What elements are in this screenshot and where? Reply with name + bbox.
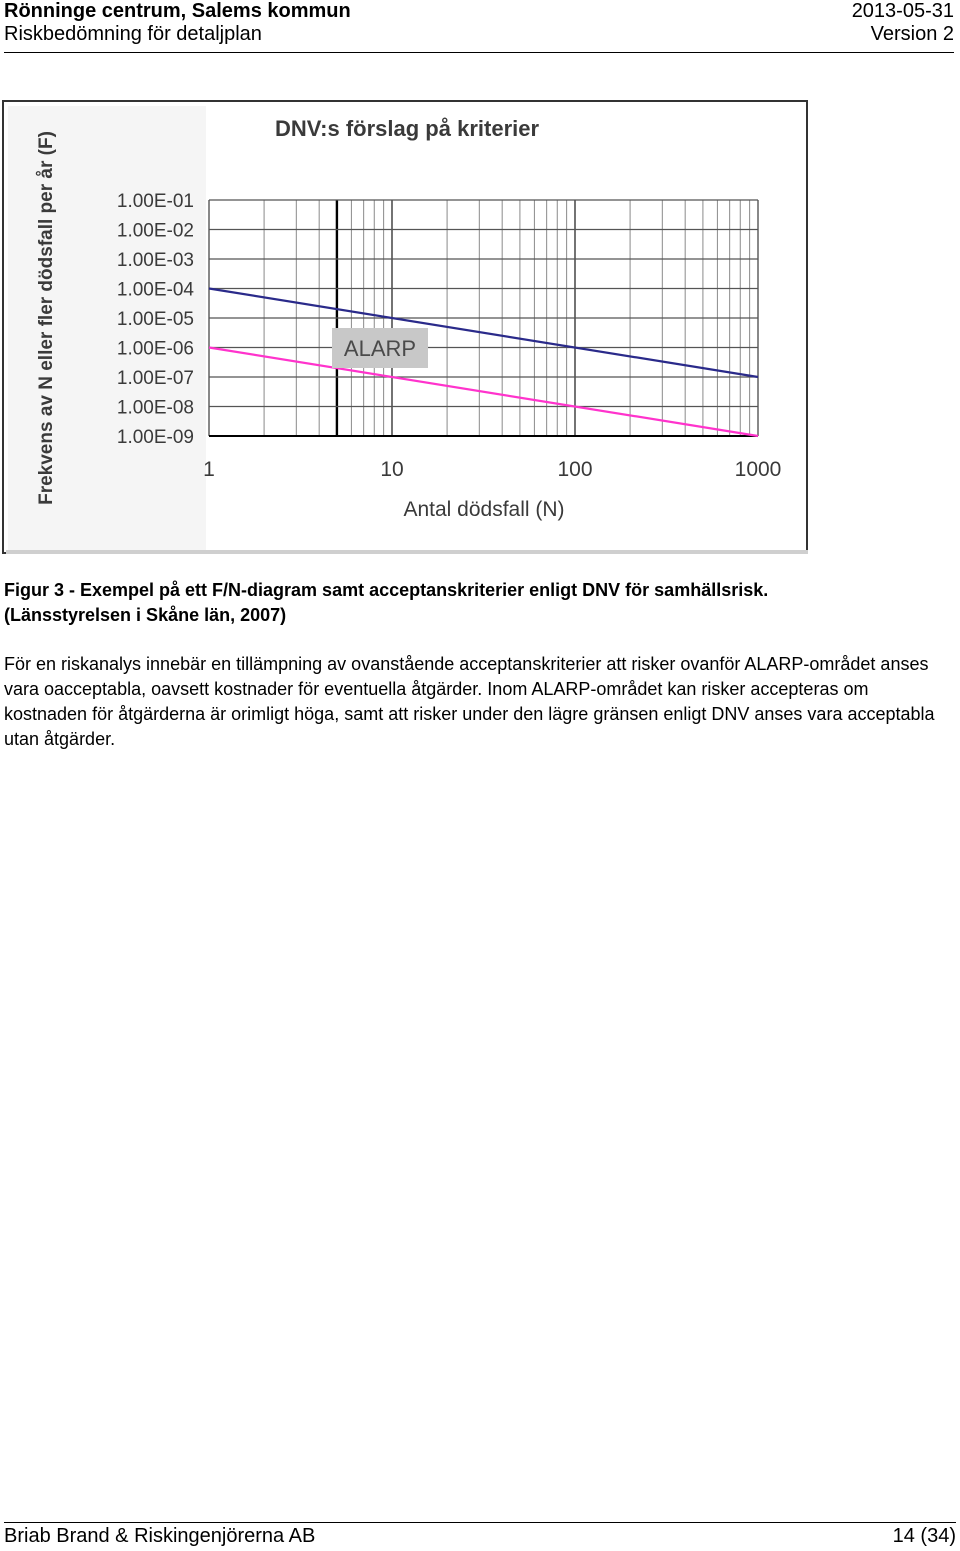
document-date: 2013-05-31 <box>851 0 954 22</box>
document-title: Rönninge centrum, Salems kommun <box>4 0 351 22</box>
y-tick-label: 1.00E-02 <box>116 220 194 242</box>
y-tick-labels <box>117 191 195 448</box>
figure-caption <box>4 578 944 628</box>
document-version: Version 2 <box>870 23 954 45</box>
page-footer <box>4 1522 956 1551</box>
y-tick-label: 1.00E-09 <box>116 427 194 448</box>
chart-bottom-edge <box>6 550 808 554</box>
x-tick-label: 100 <box>557 458 593 481</box>
document-subtitle: Riskbedömning för detaljplan <box>4 23 262 45</box>
x-tick-label: 1 <box>203 458 215 481</box>
footer-company: Briab Brand & Riskingenjörerna AB <box>4 1525 316 1547</box>
y-tick-label: 1.00E-07 <box>116 368 194 389</box>
alarp-label-text: ALARP <box>343 336 417 361</box>
alarp-label <box>332 328 428 368</box>
y-tick-label: 1.00E-03 <box>116 250 194 271</box>
body-paragraph: För en riskanalys innebär en tillämpning av ovanstående acceptanskriterier att risker ovanför ALARP-området anses vara oacceptabla, oavsett kostnader för eventuella åtgärder. Inom ALARP-området kan risker accepteras om kostnaden för åtgärderna är orimligt höga, samt att risker under den lägre gränsen enligt DNV anses vara acceptabla utan åtgärder. <box>4 654 935 749</box>
fn-chart <box>2 100 808 554</box>
y-tick-label: 1.00E-08 <box>116 397 194 419</box>
fn-diagram-figure <box>2 100 808 554</box>
chart-title: DNV:s förslag på kriterier <box>274 116 540 141</box>
caption-line-2: (Länsstyrelsen i Skåne län, 2007) <box>4 605 287 625</box>
x-tick-label: 10 <box>380 458 404 481</box>
y-tick-label: 1.00E-01 <box>116 191 194 212</box>
caption-line-1: Figur 3 - Exempel på ett F/N-diagram samt acceptanskriterier enligt DNV för samhällsrisk. <box>4 580 769 600</box>
x-tick-label: 1000 <box>734 458 782 481</box>
x-axis-label: Antal dödsfall (N) <box>403 498 565 521</box>
y-tick-label: 1.00E-05 <box>116 309 194 330</box>
page-header <box>4 0 954 53</box>
y-tick-label: 1.00E-04 <box>116 279 194 301</box>
footer-page-number: 14 (34) <box>892 1525 956 1547</box>
y-tick-label: 1.00E-06 <box>116 338 194 360</box>
y-axis-label: Frekvens av N eller fler dödsfall per år (F) <box>36 131 57 505</box>
